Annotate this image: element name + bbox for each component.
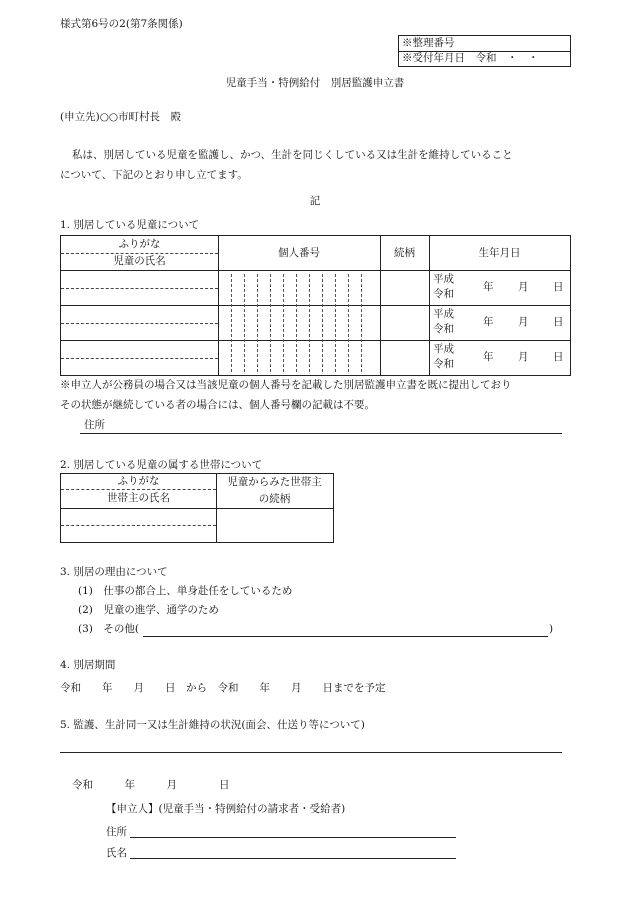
col-personal-number-label: 個人番号 xyxy=(278,246,320,259)
page-title: 児童手当・特例給付 別居監護申立書 xyxy=(225,77,405,89)
reception-box xyxy=(398,35,571,67)
reason-item-3-close: ) xyxy=(549,623,554,635)
era-label: 平成 令和 xyxy=(433,343,454,370)
children-table xyxy=(60,235,571,376)
child-address-field[interactable] xyxy=(80,433,562,434)
intro-line-2: について、下記のとおり申し立てます。 xyxy=(60,169,248,181)
era-label: 平成 令和 xyxy=(433,308,454,335)
status-field[interactable] xyxy=(60,752,562,753)
reason-other-field[interactable] xyxy=(143,636,548,637)
col-child-name-label: 児童の氏名 xyxy=(113,255,166,268)
col-relationship-label: 続柄 xyxy=(394,246,415,259)
note-line-2: その状態が継続している者の場合には、個人番号欄の記載は不要。 xyxy=(60,399,375,411)
applicant-name-field[interactable] xyxy=(130,858,456,859)
separation-period: 令和 年 月 日 から 令和 年 月 日までを予定 xyxy=(60,682,386,694)
household-table xyxy=(60,473,334,543)
note-line-1: ※申立人が公務員の場合又は当該児童の個人番号を記載した別居監護申立書を既に提出しており xyxy=(60,379,512,391)
applicant-label: 【申立人】(児童手当・特例給付の請求者・受給者) xyxy=(106,803,346,815)
day-label: 日 xyxy=(553,316,564,328)
col-householder-relation-line2: の続柄 xyxy=(258,493,291,506)
col-birthdate-label: 生年月日 xyxy=(478,246,521,259)
year-label: 年 xyxy=(483,351,494,363)
signature-date: 令和 年 月 日 xyxy=(72,779,230,791)
uketsuke-date-label: ※受付年月日 令和 ・ ・ xyxy=(402,52,539,64)
col-furigana-label: ふりがな xyxy=(117,475,160,488)
col-householder-relation-line1: 児童からみた世帯主 xyxy=(227,476,322,489)
section2-heading: 2. 別居している児童の属する世帯について xyxy=(60,459,263,471)
intro-line-1: 私は、別居している児童を監護し、かつ、生計を同じくしている又は生計を維持していること xyxy=(72,149,513,161)
section4-heading: 4. 別居期間 xyxy=(60,659,116,671)
seiri-number-label: ※整理番号 xyxy=(402,37,455,49)
applicant-address-field[interactable] xyxy=(130,837,456,838)
reason-item-3: (3) その他( xyxy=(78,623,139,635)
ki-marker: 記 xyxy=(309,195,321,207)
applicant-address-label: 住所 xyxy=(106,826,127,838)
section3-heading: 3. 別居の理由について xyxy=(60,566,168,578)
section1-heading: 1. 別居している児童について xyxy=(60,219,200,231)
reason-item-1: (1) 仕事の都合上、単身赴任をしているため xyxy=(78,585,293,597)
reason-item-2: (2) 児童の進学、通学のため xyxy=(78,604,219,616)
section5-heading: 5. 監護、生計同一又は生計維持の状況(面会、仕送り等について) xyxy=(60,719,365,731)
year-label: 年 xyxy=(483,316,494,328)
addressee: (申立先)○○市町村長 殿 xyxy=(60,111,182,123)
year-label: 年 xyxy=(483,281,494,293)
col-furigana-label: ふりがな xyxy=(118,238,161,251)
month-label: 月 xyxy=(518,351,529,363)
applicant-name-label: 氏名 xyxy=(106,847,127,859)
month-label: 月 xyxy=(518,281,529,293)
form-id: 様式第6号の2(第7条関係) xyxy=(60,18,183,30)
child-address-label: 住所 xyxy=(84,419,105,431)
era-label: 平成 令和 xyxy=(433,273,454,300)
col-householder-name-label: 世帯主の氏名 xyxy=(107,492,170,505)
month-label: 月 xyxy=(518,316,529,328)
day-label: 日 xyxy=(553,351,564,363)
day-label: 日 xyxy=(553,281,564,293)
